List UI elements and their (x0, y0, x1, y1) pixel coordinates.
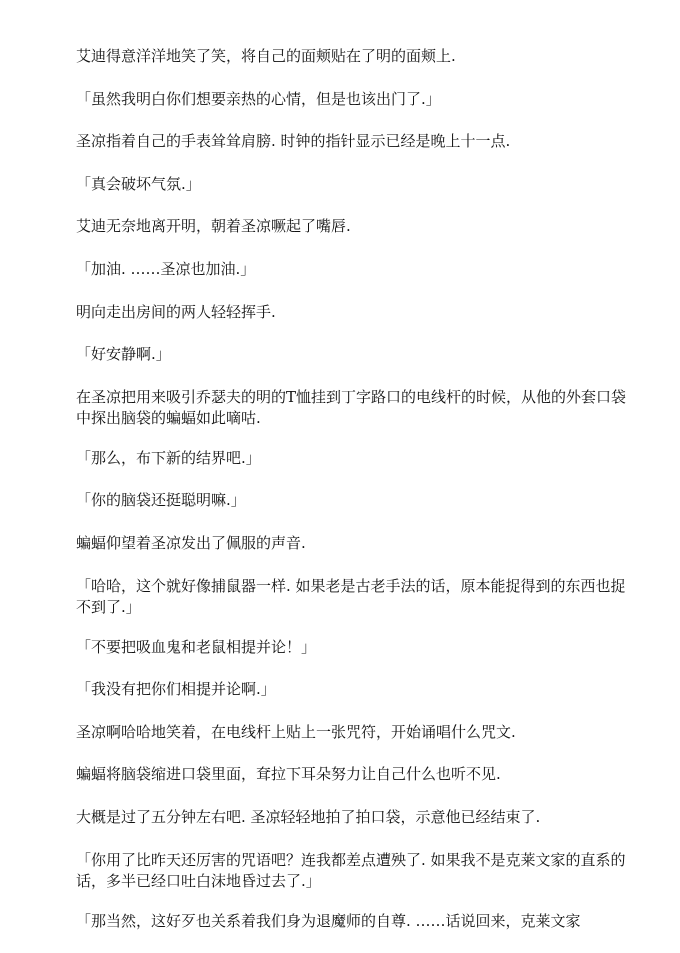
paragraph: 「你的脑袋还挺聪明嘛.」 (76, 491, 246, 510)
paragraph: 「那么，布下新的结界吧.」 (76, 448, 261, 467)
paragraph: 「那当然，这好歹也关系着我们身为退魔师的自尊. ……话说回来，克莱文家 (76, 911, 581, 930)
paragraph: 蝙蝠将脑袋缩进口袋里面，耷拉下耳朵努力让自己什么也听不见. (76, 765, 501, 784)
paragraph: 圣凉啊哈哈地笑着，在电线杆上贴上一张咒符，开始诵唱什么咒文. (76, 722, 516, 741)
paragraph: 「加油. ……圣凉也加油.」 (76, 259, 256, 278)
text-column (76, 46, 636, 953)
paragraph: 在圣凉把用来吸引乔瑟夫的明的T恤挂到丁字路口的电线杆的时候，从他的外套口袋中探出脑袋的蝙蝠如此嘀咕. (76, 387, 627, 427)
paragraph: 「哈哈，这个就好像捕鼠器一样. 如果老是古老手法的话，原本能捉得到的东西也捉不到了.」 (76, 576, 626, 616)
paragraph: 明向走出房间的两人轻轻挥手. (76, 302, 276, 321)
paragraph: 「我没有把你们相提并论啊.」 (76, 680, 276, 699)
paragraph: 大概是过了五分钟左右吧. 圣凉轻轻地拍了拍口袋，示意他已经结束了. (76, 807, 541, 826)
paragraph: 艾迪无奈地离开明，朝着圣凉噘起了嘴唇. (76, 217, 351, 236)
paragraph: 圣凉指着自己的手表耸耸肩膀. 时钟的指针显示已经是晚上十一点. (76, 132, 511, 151)
paragraph: 「不要把吸血鬼和老鼠相提并论！」 (76, 637, 317, 656)
paragraph: 「你用了比昨天还厉害的咒语吧？连我都差点遭殃了. 如果我不是克莱文家的直系的话，多半已经口吐白沫地昏过去了.」 (76, 850, 626, 890)
paragraph: 「真会破坏气氛.」 (76, 174, 201, 193)
paragraph: 「虽然我明白你们想要亲热的心情，但是也该出门了.」 (76, 89, 441, 108)
paragraph: 蝙蝠仰望着圣凉发出了佩服的声音. (76, 533, 306, 552)
paragraph: 艾迪得意洋洋地笑了笑，将自己的面颊贴在了明的面颊上. (76, 47, 456, 65)
paragraph: 「好安静啊.」 (76, 345, 171, 364)
